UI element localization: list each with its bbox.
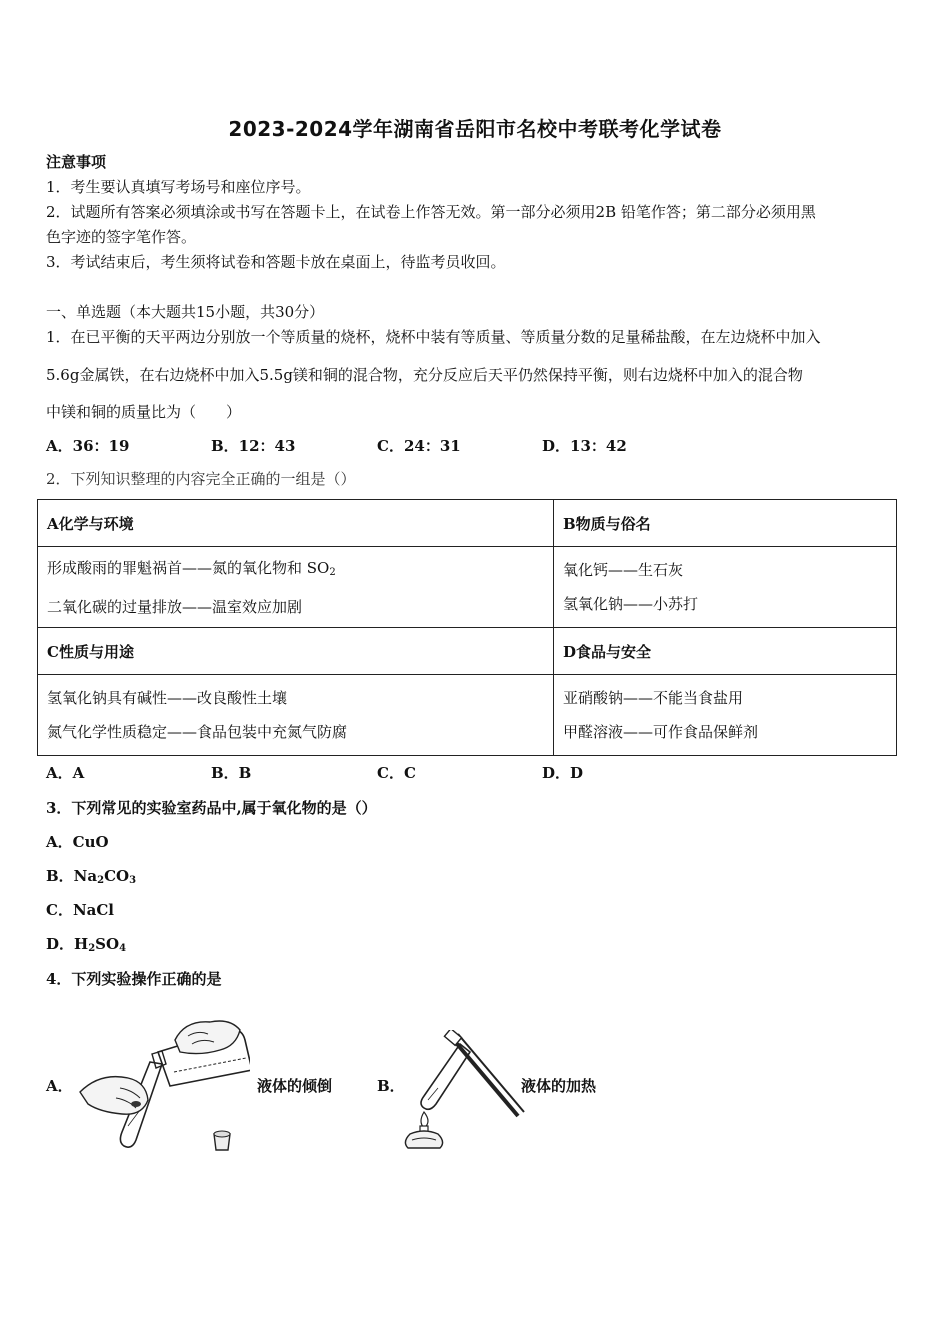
notice-item: 色字迹的签字笔作答。	[46, 228, 197, 246]
table-line: 形成酸雨的罪魁祸首——氮的氧化物和 $SO_2$	[47, 558, 336, 578]
table-line: 氧化钙——生石灰	[563, 561, 684, 579]
table-cell-a-head: A化学与环境	[38, 500, 554, 547]
table-line: 氢氧化钠具有碱性——改良酸性土壤	[47, 689, 288, 707]
q2-option-c[interactable]: C．C	[377, 764, 416, 782]
q3-stem: 3．下列常见的实验室药品中,属于氧化物的是（）	[46, 799, 377, 817]
notice-item: 3．考试结束后，考生须将试卷和答题卡放在桌面上，待监考员收回。	[46, 253, 506, 271]
section-heading: 一、单选题（本大题共15小题，共30分）	[46, 303, 325, 321]
q2-knowledge-table	[37, 499, 897, 756]
q1-stem-line: 1．在已平衡的天平两边分别放一个等质量的烧杯，烧杯中装有等质量、等质量分数的足量稀盐酸，在左边烧杯中加入	[46, 328, 821, 346]
table-line: 二氧化碳的过量排放——温室效应加剧	[47, 597, 303, 616]
q1-stem-line: 中镁和铜的质量比为（ ）	[46, 403, 242, 421]
table-line: 氮气化学性质稳定——食品包装中充氮气防腐	[47, 723, 348, 741]
table-cell-a-content	[38, 547, 554, 628]
exam-title: 2023-2024学年湖南省岳阳市名校中考联考化学试卷	[228, 117, 722, 141]
q1-option-a[interactable]: A．36：19	[46, 437, 130, 455]
q2-option-b[interactable]: B．B	[211, 764, 252, 782]
q3-option-c[interactable]: C．NaCl	[46, 901, 115, 919]
q4-stem: 4．下列实验操作正确的是	[46, 970, 222, 988]
q3-option-b[interactable]: B．$Na_2CO_3$	[46, 867, 137, 886]
table-line: 亚硝酸钠——不能当食盐用	[563, 689, 744, 707]
q3-option-a[interactable]: A．CuO	[46, 833, 109, 851]
q2-option-d[interactable]: D．D	[542, 764, 584, 782]
q4-option-b-text: 液体的加热	[521, 1077, 597, 1095]
q2-stem: 2．下列知识整理的内容完全正确的一组是（）	[46, 470, 356, 488]
notice-heading: 注意事项	[46, 153, 107, 171]
q4-option-a-text: 液体的倾倒	[257, 1077, 333, 1095]
q1-stem-line: 5.6g金属铁，在右边烧杯中加入5.5g镁和铜的混合物，充分反应后天平仍然保持平衡，则右边烧杯中加入的混合物	[46, 366, 803, 384]
q1-option-d[interactable]: D．13：42	[542, 437, 627, 455]
notice-item: 1．考生要认真填写考场号和座位序号。	[46, 178, 311, 196]
table-line: 甲醛溶液——可作食品保鲜剂	[563, 723, 759, 741]
q4-option-b-letter[interactable]: B．	[377, 1077, 405, 1095]
notice-item: 2．试题所有答案必须填涂或书写在答题卡上，在试卷上作答无效。第一部分必须用2B 铅笔作答；第二部分必须用黑	[46, 203, 816, 221]
table-cell-c-content	[38, 675, 554, 756]
table-line: 氢氧化钠——小苏打	[563, 595, 699, 613]
q1-option-b[interactable]: B．12：43	[211, 437, 296, 455]
q2-option-a[interactable]: A．A	[46, 764, 85, 782]
table-cell-d-head: D食品与安全	[554, 628, 897, 675]
q3-option-d[interactable]: D．$H_2SO_4$	[46, 935, 127, 954]
liquid-heating-illustration	[400, 1030, 525, 1152]
liquid-pouring-illustration	[70, 1000, 250, 1155]
q4-option-a-letter[interactable]: A．	[46, 1077, 73, 1095]
table-cell-b-content	[554, 547, 897, 628]
table-cell-b-head: B物质与俗名	[554, 500, 897, 547]
table-cell-d-content	[554, 675, 897, 756]
table-cell-c-head: C性质与用途	[38, 628, 554, 675]
q1-option-c[interactable]: C．24：31	[377, 437, 461, 455]
